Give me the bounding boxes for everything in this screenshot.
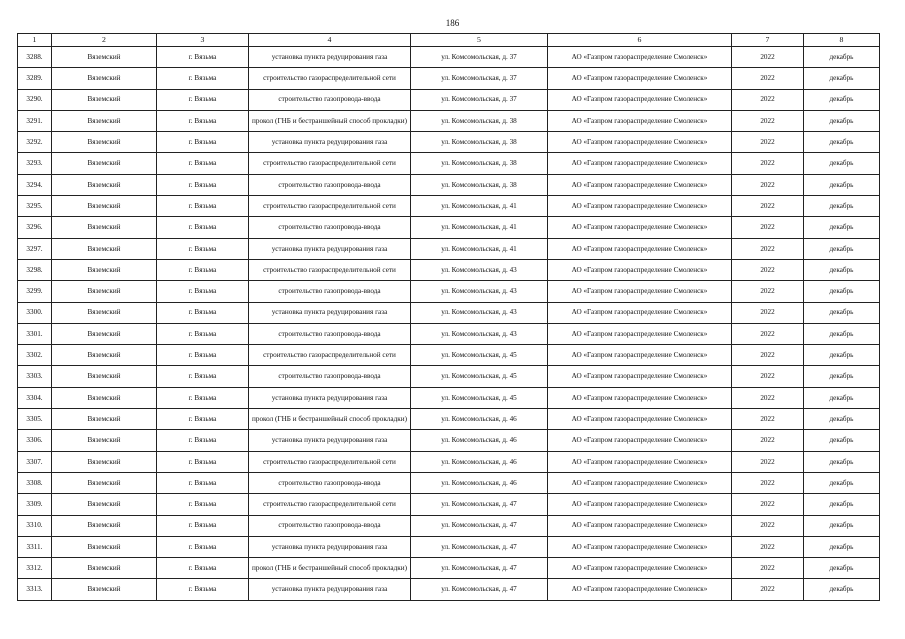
col-address-cell: ул. Комсомольская, д. 37: [411, 47, 548, 68]
col-address-cell: ул. Комсомольская, д. 41: [411, 196, 548, 217]
col-district-cell: Вяземский: [52, 430, 157, 451]
table-row: [18, 472, 880, 493]
header-cell-6: 6: [548, 34, 732, 47]
col-organization-cell: АО «Газпром газораспределение Смоленск»: [548, 494, 732, 515]
col-locality-cell: г. Вязьма: [157, 153, 249, 174]
col-district-cell: Вяземский: [52, 515, 157, 536]
col-organization-cell: АО «Газпром газораспределение Смоленск»: [548, 366, 732, 387]
col-address-cell: ул. Комсомольская, д. 38: [411, 132, 548, 153]
header-cell-4: 4: [249, 34, 411, 47]
col-year-cell: 2022: [732, 259, 804, 280]
table-row: [18, 47, 880, 68]
header-cell-1: 1: [18, 34, 52, 47]
col-locality-cell: г. Вязьма: [157, 430, 249, 451]
col-locality-cell: г. Вязьма: [157, 47, 249, 68]
col-address-cell: ул. Комсомольская, д. 43: [411, 323, 548, 344]
col-month-cell: декабрь: [804, 174, 880, 195]
col-district-cell: Вяземский: [52, 217, 157, 238]
col-num-cell: 3292.: [18, 132, 52, 153]
col-organization-cell: АО «Газпром газораспределение Смоленск»: [548, 451, 732, 472]
col-year-cell: 2022: [732, 196, 804, 217]
col-month-cell: декабрь: [804, 558, 880, 579]
col-year-cell: 2022: [732, 89, 804, 110]
col-address-cell: ул. Комсомольская, д. 47: [411, 515, 548, 536]
col-month-cell: декабрь: [804, 302, 880, 323]
col-month-cell: декабрь: [804, 451, 880, 472]
col-month-cell: декабрь: [804, 259, 880, 280]
col-work-type-cell: строительство газопровода-ввода: [249, 281, 411, 302]
col-year-cell: 2022: [732, 345, 804, 366]
header-cell-7: 7: [732, 34, 804, 47]
col-work-type-cell: прокол (ГНБ и бестраншейный способ прокладки): [249, 110, 411, 131]
col-month-cell: декабрь: [804, 345, 880, 366]
col-district-cell: Вяземский: [52, 238, 157, 259]
col-organization-cell: АО «Газпром газораспределение Смоленск»: [548, 472, 732, 493]
col-organization-cell: АО «Газпром газораспределение Смоленск»: [548, 515, 732, 536]
col-num-cell: 3299.: [18, 281, 52, 302]
col-district-cell: Вяземский: [52, 153, 157, 174]
col-district-cell: Вяземский: [52, 196, 157, 217]
col-work-type-cell: установка пункта редуцирования газа: [249, 238, 411, 259]
table-row: [18, 238, 880, 259]
col-num-cell: 3295.: [18, 196, 52, 217]
col-work-type-cell: прокол (ГНБ и бестраншейный способ прокладки): [249, 558, 411, 579]
col-month-cell: декабрь: [804, 494, 880, 515]
col-locality-cell: г. Вязьма: [157, 345, 249, 366]
col-work-type-cell: установка пункта редуцирования газа: [249, 430, 411, 451]
col-year-cell: 2022: [732, 558, 804, 579]
col-year-cell: 2022: [732, 536, 804, 557]
col-organization-cell: АО «Газпром газораспределение Смоленск»: [548, 68, 732, 89]
col-num-cell: 3301.: [18, 323, 52, 344]
table-row: [18, 579, 880, 600]
col-work-type-cell: строительство газораспределительной сети: [249, 153, 411, 174]
col-month-cell: декабрь: [804, 47, 880, 68]
col-year-cell: 2022: [732, 238, 804, 259]
table-row: [18, 409, 880, 430]
col-locality-cell: г. Вязьма: [157, 387, 249, 408]
col-district-cell: Вяземский: [52, 558, 157, 579]
col-district-cell: Вяземский: [52, 259, 157, 280]
col-year-cell: 2022: [732, 387, 804, 408]
col-address-cell: ул. Комсомольская, д. 47: [411, 579, 548, 600]
col-month-cell: декабрь: [804, 238, 880, 259]
col-locality-cell: г. Вязьма: [157, 259, 249, 280]
col-work-type-cell: строительство газопровода-ввода: [249, 366, 411, 387]
col-month-cell: декабрь: [804, 281, 880, 302]
col-work-type-cell: строительство газораспределительной сети: [249, 68, 411, 89]
col-address-cell: ул. Комсомольская, д. 46: [411, 430, 548, 451]
col-month-cell: декабрь: [804, 89, 880, 110]
col-locality-cell: г. Вязьма: [157, 515, 249, 536]
col-num-cell: 3312.: [18, 558, 52, 579]
col-address-cell: ул. Комсомольская, д. 43: [411, 302, 548, 323]
col-locality-cell: г. Вязьма: [157, 366, 249, 387]
table-row: [18, 196, 880, 217]
col-locality-cell: г. Вязьма: [157, 110, 249, 131]
col-work-type-cell: строительство газопровода-ввода: [249, 217, 411, 238]
col-locality-cell: г. Вязьма: [157, 217, 249, 238]
col-district-cell: Вяземский: [52, 89, 157, 110]
col-organization-cell: АО «Газпром газораспределение Смоленск»: [548, 579, 732, 600]
col-year-cell: 2022: [732, 281, 804, 302]
col-address-cell: ул. Комсомольская, д. 46: [411, 472, 548, 493]
col-district-cell: Вяземский: [52, 281, 157, 302]
header-row: [18, 34, 880, 47]
col-num-cell: 3293.: [18, 153, 52, 174]
col-num-cell: 3298.: [18, 259, 52, 280]
col-month-cell: декабрь: [804, 323, 880, 344]
col-month-cell: декабрь: [804, 579, 880, 600]
col-work-type-cell: прокол (ГНБ и бестраншейный способ прокладки): [249, 409, 411, 430]
col-work-type-cell: строительство газораспределительной сети: [249, 451, 411, 472]
col-year-cell: 2022: [732, 47, 804, 68]
col-year-cell: 2022: [732, 451, 804, 472]
col-address-cell: ул. Комсомольская, д. 43: [411, 281, 548, 302]
col-work-type-cell: установка пункта редуцирования газа: [249, 387, 411, 408]
col-year-cell: 2022: [732, 472, 804, 493]
col-district-cell: Вяземский: [52, 472, 157, 493]
col-month-cell: декабрь: [804, 68, 880, 89]
table-row: [18, 387, 880, 408]
col-work-type-cell: строительство газопровода-ввода: [249, 472, 411, 493]
col-locality-cell: г. Вязьма: [157, 472, 249, 493]
table-row: [18, 345, 880, 366]
col-month-cell: декабрь: [804, 217, 880, 238]
col-year-cell: 2022: [732, 217, 804, 238]
table-row: [18, 323, 880, 344]
col-organization-cell: АО «Газпром газораспределение Смоленск»: [548, 281, 732, 302]
col-district-cell: Вяземский: [52, 387, 157, 408]
col-num-cell: 3310.: [18, 515, 52, 536]
col-locality-cell: г. Вязьма: [157, 174, 249, 195]
col-address-cell: ул. Комсомольская, д. 45: [411, 345, 548, 366]
col-organization-cell: АО «Газпром газораспределение Смоленск»: [548, 153, 732, 174]
col-month-cell: декабрь: [804, 132, 880, 153]
col-num-cell: 3306.: [18, 430, 52, 451]
col-address-cell: ул. Комсомольская, д. 37: [411, 89, 548, 110]
col-month-cell: декабрь: [804, 472, 880, 493]
header-cell-8: 8: [804, 34, 880, 47]
col-work-type-cell: установка пункта редуцирования газа: [249, 47, 411, 68]
col-organization-cell: АО «Газпром газораспределение Смоленск»: [548, 174, 732, 195]
col-locality-cell: г. Вязьма: [157, 536, 249, 557]
table-body: [18, 34, 880, 601]
page-number: 186: [445, 18, 460, 28]
col-organization-cell: АО «Газпром газораспределение Смоленск»: [548, 89, 732, 110]
table-row: [18, 536, 880, 557]
col-num-cell: 3300.: [18, 302, 52, 323]
col-work-type-cell: установка пункта редуцирования газа: [249, 132, 411, 153]
table-row: [18, 132, 880, 153]
col-organization-cell: АО «Газпром газораспределение Смоленск»: [548, 110, 732, 131]
col-organization-cell: АО «Газпром газораспределение Смоленск»: [548, 323, 732, 344]
col-num-cell: 3289.: [18, 68, 52, 89]
col-locality-cell: г. Вязьма: [157, 409, 249, 430]
header-cell-5: 5: [411, 34, 548, 47]
col-num-cell: 3294.: [18, 174, 52, 195]
table-row: [18, 558, 880, 579]
col-locality-cell: г. Вязьма: [157, 302, 249, 323]
col-year-cell: 2022: [732, 68, 804, 89]
col-organization-cell: АО «Газпром газораспределение Смоленск»: [548, 302, 732, 323]
col-year-cell: 2022: [732, 323, 804, 344]
col-num-cell: 3304.: [18, 387, 52, 408]
col-locality-cell: г. Вязьма: [157, 451, 249, 472]
col-address-cell: ул. Комсомольская, д. 47: [411, 536, 548, 557]
table-row: [18, 430, 880, 451]
col-organization-cell: АО «Газпром газораспределение Смоленск»: [548, 259, 732, 280]
col-district-cell: Вяземский: [52, 345, 157, 366]
table-row: [18, 153, 880, 174]
col-district-cell: Вяземский: [52, 451, 157, 472]
table-row: [18, 259, 880, 280]
col-year-cell: 2022: [732, 515, 804, 536]
col-locality-cell: г. Вязьма: [157, 579, 249, 600]
table-row: [18, 366, 880, 387]
table-row: [18, 302, 880, 323]
col-year-cell: 2022: [732, 110, 804, 131]
col-work-type-cell: строительство газопровода-ввода: [249, 323, 411, 344]
table-row: [18, 515, 880, 536]
col-month-cell: декабрь: [804, 430, 880, 451]
table-row: [18, 494, 880, 515]
col-year-cell: 2022: [732, 302, 804, 323]
table-row: [18, 217, 880, 238]
col-locality-cell: г. Вязьма: [157, 89, 249, 110]
col-num-cell: 3296.: [18, 217, 52, 238]
col-address-cell: ул. Комсомольская, д. 45: [411, 387, 548, 408]
col-year-cell: 2022: [732, 409, 804, 430]
col-work-type-cell: установка пункта редуцирования газа: [249, 579, 411, 600]
col-work-type-cell: установка пункта редуцирования газа: [249, 302, 411, 323]
col-num-cell: 3302.: [18, 345, 52, 366]
col-district-cell: Вяземский: [52, 132, 157, 153]
col-num-cell: 3308.: [18, 472, 52, 493]
col-locality-cell: г. Вязьма: [157, 196, 249, 217]
col-district-cell: Вяземский: [52, 323, 157, 344]
col-organization-cell: АО «Газпром газораспределение Смоленск»: [548, 47, 732, 68]
col-district-cell: Вяземский: [52, 110, 157, 131]
col-address-cell: ул. Комсомольская, д. 47: [411, 558, 548, 579]
col-address-cell: ул. Комсомольская, д. 43: [411, 259, 548, 280]
col-num-cell: 3288.: [18, 47, 52, 68]
col-work-type-cell: строительство газопровода-ввода: [249, 89, 411, 110]
col-district-cell: Вяземский: [52, 536, 157, 557]
col-num-cell: 3311.: [18, 536, 52, 557]
col-month-cell: декабрь: [804, 536, 880, 557]
col-num-cell: 3305.: [18, 409, 52, 430]
col-month-cell: декабрь: [804, 387, 880, 408]
col-year-cell: 2022: [732, 494, 804, 515]
header-cell-3: 3: [157, 34, 249, 47]
col-address-cell: ул. Комсомольская, д. 41: [411, 217, 548, 238]
col-district-cell: Вяземский: [52, 68, 157, 89]
col-locality-cell: г. Вязьма: [157, 558, 249, 579]
col-year-cell: 2022: [732, 174, 804, 195]
works-table: [17, 33, 880, 601]
table-row: [18, 451, 880, 472]
col-address-cell: ул. Комсомольская, д. 37: [411, 68, 548, 89]
col-locality-cell: г. Вязьма: [157, 494, 249, 515]
col-num-cell: 3290.: [18, 89, 52, 110]
col-district-cell: Вяземский: [52, 47, 157, 68]
table-row: [18, 281, 880, 302]
table-row: [18, 68, 880, 89]
col-year-cell: 2022: [732, 153, 804, 174]
col-year-cell: 2022: [732, 430, 804, 451]
col-organization-cell: АО «Газпром газораспределение Смоленск»: [548, 387, 732, 408]
col-district-cell: Вяземский: [52, 174, 157, 195]
table-row: [18, 110, 880, 131]
col-address-cell: ул. Комсомольская, д. 38: [411, 153, 548, 174]
col-month-cell: декабрь: [804, 153, 880, 174]
col-work-type-cell: строительство газопровода-ввода: [249, 174, 411, 195]
col-address-cell: ул. Комсомольская, д. 46: [411, 409, 548, 430]
col-month-cell: декабрь: [804, 515, 880, 536]
col-work-type-cell: строительство газораспределительной сети: [249, 345, 411, 366]
col-num-cell: 3309.: [18, 494, 52, 515]
col-district-cell: Вяземский: [52, 494, 157, 515]
col-locality-cell: г. Вязьма: [157, 132, 249, 153]
col-num-cell: 3303.: [18, 366, 52, 387]
col-district-cell: Вяземский: [52, 579, 157, 600]
col-year-cell: 2022: [732, 579, 804, 600]
col-organization-cell: АО «Газпром газораспределение Смоленск»: [548, 132, 732, 153]
col-address-cell: ул. Комсомольская, д. 38: [411, 174, 548, 195]
col-month-cell: декабрь: [804, 366, 880, 387]
header-cell-2: 2: [52, 34, 157, 47]
col-address-cell: ул. Комсомольская, д. 45: [411, 366, 548, 387]
table-row: [18, 89, 880, 110]
col-organization-cell: АО «Газпром газораспределение Смоленск»: [548, 558, 732, 579]
col-work-type-cell: строительство газопровода-ввода: [249, 515, 411, 536]
col-work-type-cell: строительство газораспределительной сети: [249, 494, 411, 515]
col-organization-cell: АО «Газпром газораспределение Смоленск»: [548, 430, 732, 451]
col-num-cell: 3297.: [18, 238, 52, 259]
col-work-type-cell: строительство газораспределительной сети: [249, 196, 411, 217]
col-locality-cell: г. Вязьма: [157, 238, 249, 259]
col-num-cell: 3313.: [18, 579, 52, 600]
col-address-cell: ул. Комсомольская, д. 47: [411, 494, 548, 515]
col-district-cell: Вяземский: [52, 409, 157, 430]
col-work-type-cell: строительство газораспределительной сети: [249, 259, 411, 280]
table-row: [18, 174, 880, 195]
col-organization-cell: АО «Газпром газораспределение Смоленск»: [548, 217, 732, 238]
col-month-cell: декабрь: [804, 409, 880, 430]
col-district-cell: Вяземский: [52, 366, 157, 387]
col-locality-cell: г. Вязьма: [157, 281, 249, 302]
col-num-cell: 3291.: [18, 110, 52, 131]
col-organization-cell: АО «Газпром газораспределение Смоленск»: [548, 345, 732, 366]
col-year-cell: 2022: [732, 132, 804, 153]
col-address-cell: ул. Комсомольская, д. 41: [411, 238, 548, 259]
col-address-cell: ул. Комсомольская, д. 46: [411, 451, 548, 472]
col-organization-cell: АО «Газпром газораспределение Смоленск»: [548, 196, 732, 217]
col-year-cell: 2022: [732, 366, 804, 387]
col-month-cell: декабрь: [804, 196, 880, 217]
col-month-cell: декабрь: [804, 110, 880, 131]
col-locality-cell: г. Вязьма: [157, 68, 249, 89]
col-locality-cell: г. Вязьма: [157, 323, 249, 344]
col-organization-cell: АО «Газпром газораспределение Смоленск»: [548, 238, 732, 259]
col-work-type-cell: установка пункта редуцирования газа: [249, 536, 411, 557]
col-address-cell: ул. Комсомольская, д. 38: [411, 110, 548, 131]
col-district-cell: Вяземский: [52, 302, 157, 323]
col-organization-cell: АО «Газпром газораспределение Смоленск»: [548, 409, 732, 430]
col-organization-cell: АО «Газпром газораспределение Смоленск»: [548, 536, 732, 557]
col-num-cell: 3307.: [18, 451, 52, 472]
